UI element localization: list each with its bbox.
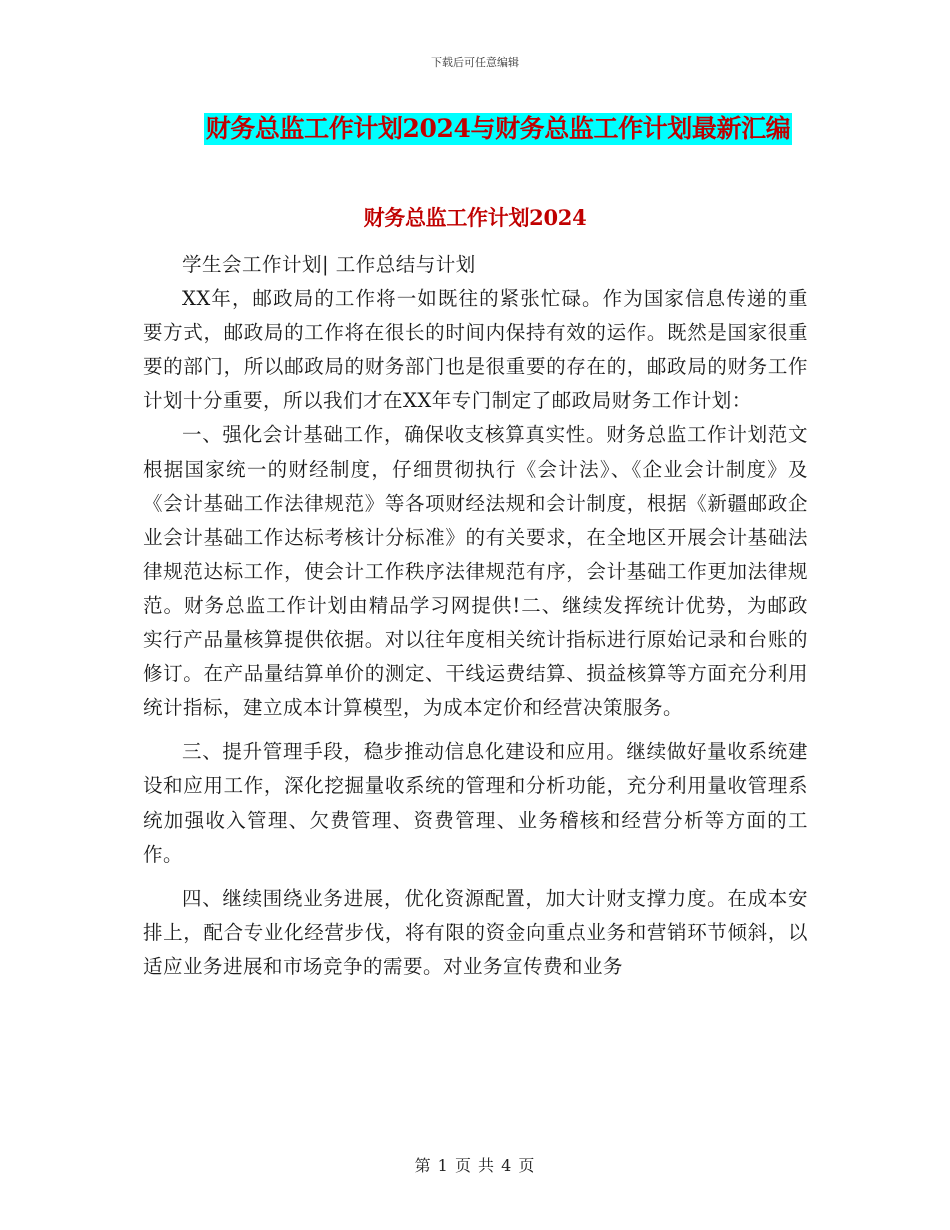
document-body (143, 248, 808, 984)
page-number: 第 1 页 共 4 页 (414, 1156, 536, 1175)
paragraph: 三、提升管理手段，稳步推动信息化建设和应用。继续做好量收系统建设和应用工作，深化挖掘量收系统的管理和分析功能，充分利用量收管理系统加强收入管理、欠费管理、资费管理、业务稽核和经营分析等方面的工作。 (143, 740, 808, 866)
paragraph: 一、强化会计基础工作，确保收支核算真实性。财务总监工作计划范文根据国家统一的财经制度，仔细贯彻执行《会计法》、《企业会计制度》及《会计基础工作法律规范》等各项财经法规和会计制度，根据《新疆邮政企业会计基础工作达标考核计分标准》的有关要求，在全地区开展会计基础法律规范达标工作，使会计工作秩序法律规范有序，会计基础工作更加法律规范。财务总监工作计划由精品学习网提供!二、继续发挥统计优势，为邮政实行产品量核算提供依据。对以往年度相关统计指标进行原始记录和台账的修订。在产品量结算单价的测定、干线运费结算、损益核算等方面充分利用统计指标，建立成本计算模型，为成本定价和经营决策服务。 (143, 423, 808, 720)
paragraph: XX年，邮政局的工作将一如既往的紧张忙碌。作为国家信息传递的重要方式，邮政局的工作将在很长的时间内保持有效的运作。既然是国家很重要的部门，所以邮政局的财务部门也是很重要的存在的，邮政局的财务工作计划十分重要，所以我们才在XX年专门制定了邮政局财务工作计划： (143, 287, 808, 413)
main-title: 财务总监工作计划2024与财务总监工作计划最新汇编 (205, 114, 791, 143)
main-title-wrap (0, 113, 950, 145)
page-header-note: 下载后可任意编辑 (431, 56, 519, 69)
paragraph: 四、继续围绕业务进展，优化资源配置，加大计财支撑力度。在成本安排上，配合专业化经营步伐，将有限的资金向重点业务和营销环节倾斜，以适应业务进展和市场竞争的需要。对业务宣传费和业务 (143, 886, 808, 978)
section-title: 财务总监工作计划2024 (363, 205, 587, 230)
paragraph: 学生会工作计划| 工作总结与计划 (182, 253, 476, 276)
